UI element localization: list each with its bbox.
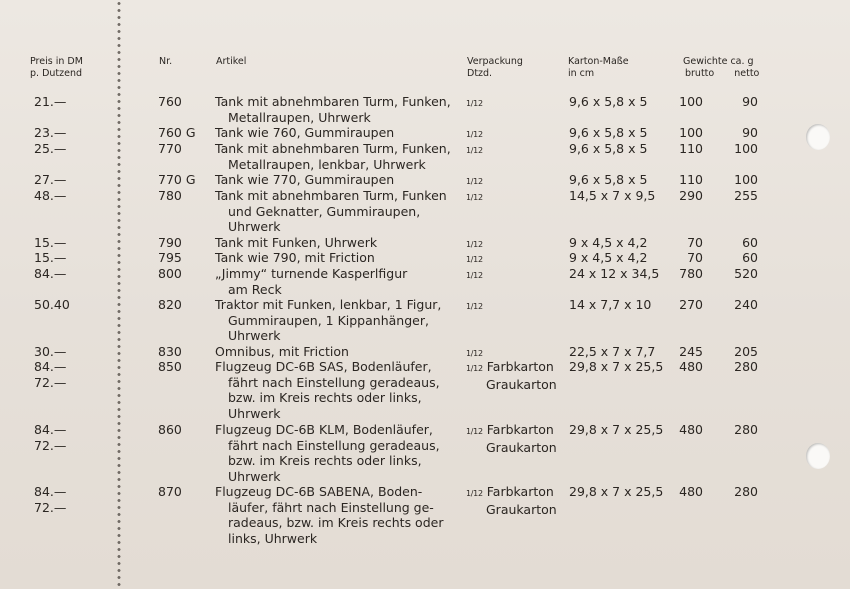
packaging-fraction: 1/12 (466, 193, 483, 202)
price-cell (34, 172, 66, 188)
article-number: 770 G (158, 172, 196, 187)
article-line: Flugzeug DC-6B SABENA, Boden- (215, 484, 423, 499)
price-value: 21.— (34, 94, 67, 109)
carton-dimensions: 29,8 x 7 x 25,5 (569, 422, 664, 437)
price-cell (34, 235, 66, 251)
weight-netto: 60 (742, 250, 758, 265)
carton-dimensions: 14,5 x 7 x 9,5 (569, 188, 656, 203)
article-number: 795 (158, 250, 182, 265)
price-cell (34, 422, 66, 453)
article-line: Tank mit abnehmbaren Turm, Funken, (215, 141, 451, 156)
price-cell (34, 141, 66, 157)
weight-brutto: 480 (679, 484, 703, 499)
article-line: läufer, fährt nach Einstellung ge- (228, 499, 434, 515)
header-netto: netto (734, 68, 760, 79)
carton-dimensions: 24 x 12 x 34,5 (569, 266, 660, 281)
price-value: 50.40 (34, 297, 70, 312)
header-verpackung (467, 56, 523, 80)
packaging-fraction: 1/12 (466, 240, 483, 249)
packaging-fraction: 1/12 (466, 146, 483, 155)
packaging-type: Graukarton (486, 376, 557, 392)
weight-netto: 90 (742, 125, 758, 140)
weight-brutto: 110 (679, 141, 703, 156)
article-line: am Reck (228, 281, 282, 297)
weight-netto: 520 (734, 266, 758, 281)
packaging-fraction: 1/12 (466, 99, 483, 108)
article-line: Uhrwerk (228, 328, 281, 344)
weight-netto: 280 (734, 484, 758, 499)
price-cell (34, 484, 66, 515)
header-price-line2: p. Dutzend (30, 68, 83, 79)
price-value: 15.— (34, 250, 67, 265)
carton-dimensions: 29,8 x 7 x 25,5 (569, 359, 664, 374)
article-description (215, 266, 407, 297)
weight-brutto: 480 (679, 359, 703, 374)
article-description (215, 94, 451, 125)
packaging-cell (466, 266, 483, 284)
header-verpackung-line2: Dtzd. (467, 68, 493, 79)
packaging-type: Farbkarton (486, 359, 554, 374)
packaging-line (466, 359, 557, 377)
article-description (215, 125, 394, 141)
article-number: 790 (158, 235, 182, 250)
article-number: 850 (158, 359, 182, 374)
price-value: 23.— (34, 125, 67, 140)
price-value: 72.— (34, 374, 67, 390)
weight-netto: 90 (742, 94, 758, 109)
packaging-cell (466, 422, 557, 455)
article-line: Tank wie 760, Gummiraupen (215, 125, 395, 140)
packaging-type: Graukarton (486, 501, 557, 517)
packaging-fraction: 1/12 (466, 255, 483, 264)
packaging-line (466, 188, 483, 206)
packaging-line (466, 141, 483, 159)
packaging-type: Farbkarton (486, 484, 554, 499)
weight-brutto: 480 (679, 422, 703, 437)
article-number: 770 (158, 141, 182, 156)
packaging-type: Farbkarton (486, 422, 554, 437)
packaging-line (466, 94, 483, 112)
weight-brutto: 290 (679, 188, 703, 203)
article-description (215, 141, 451, 172)
packaging-cell (466, 94, 483, 112)
packaging-fraction: 1/12 (466, 364, 483, 373)
header-price-line1: Preis in DM (30, 56, 83, 67)
packaging-cell (466, 484, 557, 517)
weight-netto: 240 (734, 297, 758, 312)
article-line: bzw. im Kreis rechts oder links, (228, 453, 422, 469)
article-line: „Jimmy“ turnende Kasperlfigur (215, 266, 408, 281)
header-nr (159, 56, 172, 68)
article-line: Flugzeug DC-6B SAS, Bodenläufer, (215, 359, 432, 374)
packaging-fraction: 1/12 (466, 130, 483, 139)
packaging-cell (466, 359, 557, 392)
weight-brutto: 245 (679, 344, 703, 359)
header-price (30, 56, 83, 80)
article-line: Tank mit abnehmbaren Turm, Funken (215, 188, 447, 203)
article-description (215, 188, 447, 235)
perforation-line (117, 0, 121, 589)
packaging-line (466, 250, 483, 268)
packaging-line (466, 125, 483, 143)
article-line: Metallraupen, lenkbar, Uhrwerk (228, 156, 426, 172)
weight-brutto: 100 (679, 125, 703, 140)
weight-netto: 255 (734, 188, 758, 203)
carton-dimensions: 9,6 x 5,8 x 5 (569, 125, 648, 140)
packaging-cell (466, 141, 483, 159)
price-value: 72.— (34, 437, 67, 453)
weight-netto: 280 (734, 359, 758, 374)
header-artikel (216, 56, 246, 68)
packaging-cell (466, 188, 483, 206)
packaging-fraction: 1/12 (466, 177, 483, 186)
article-line: radeaus, bzw. im Kreis rechts oder (228, 515, 444, 531)
article-number: 760 (158, 94, 182, 109)
article-description (215, 250, 375, 266)
packaging-cell (466, 172, 483, 190)
weight-netto: 60 (742, 235, 758, 250)
price-value: 25.— (34, 141, 67, 156)
carton-dimensions: 29,8 x 7 x 25,5 (569, 484, 664, 499)
header-gewichte-line1: Gewichte ca. g (683, 56, 754, 67)
article-line: Tank mit Funken, Uhrwerk (215, 235, 378, 250)
article-line: Uhrwerk (228, 405, 281, 421)
weight-netto: 205 (734, 344, 758, 359)
packaging-fraction: 1/12 (466, 349, 483, 358)
article-description (215, 359, 440, 421)
price-value: 84.— (34, 266, 67, 281)
header-karton-line2: in cm (568, 68, 595, 79)
article-line: Tank wie 770, Gummiraupen (215, 172, 395, 187)
price-cell (34, 359, 66, 390)
packaging-line (466, 297, 483, 315)
packaging-line (466, 172, 483, 190)
article-line: Tank mit abnehmbaren Turm, Funken, (215, 94, 451, 109)
article-number: 760 G (158, 125, 196, 140)
price-value: 27.— (34, 172, 67, 187)
weight-brutto: 70 (687, 235, 703, 250)
header-verpackung-line1: Verpackung (467, 56, 523, 67)
article-description (215, 344, 349, 360)
packaging-cell (466, 125, 483, 143)
weight-netto: 280 (734, 422, 758, 437)
weight-brutto: 110 (679, 172, 703, 187)
price-value: 72.— (34, 499, 67, 515)
article-line: fährt nach Einstellung geradeaus, (228, 437, 440, 453)
article-line: links, Uhrwerk (228, 530, 318, 546)
article-description (215, 235, 377, 251)
packaging-type: Graukarton (486, 439, 557, 455)
price-value: 30.— (34, 344, 67, 359)
price-cell (34, 266, 66, 282)
binder-hole-lower (806, 443, 830, 469)
price-value: 48.— (34, 188, 67, 203)
article-line: fährt nach Einstellung geradeaus, (228, 374, 440, 390)
weight-netto: 100 (734, 141, 758, 156)
packaging-fraction: 1/12 (466, 271, 483, 280)
article-number: 830 (158, 344, 182, 359)
article-number: 860 (158, 422, 182, 437)
price-value: 84.— (34, 422, 67, 437)
price-cell (34, 297, 70, 313)
article-line: Tank wie 790, mit Friction (215, 250, 375, 265)
weight-netto: 100 (734, 172, 758, 187)
header-gewichte-line2 (683, 68, 759, 80)
header-nr-label: Nr. (159, 56, 173, 67)
weight-brutto: 70 (687, 250, 703, 265)
packaging-line (466, 484, 557, 502)
article-line: Uhrwerk (228, 219, 281, 235)
price-cell (34, 250, 66, 266)
article-description (215, 297, 441, 344)
packaging-fraction: 1/12 (466, 427, 483, 436)
binder-hole-upper (806, 124, 830, 150)
article-line: Uhrwerk (228, 468, 281, 484)
weight-brutto: 100 (679, 94, 703, 109)
article-number: 820 (158, 297, 182, 312)
weight-brutto: 780 (679, 266, 703, 281)
carton-dimensions: 22,5 x 7 x 7,7 (569, 344, 656, 359)
article-description (215, 484, 443, 546)
article-line: Metallraupen, Uhrwerk (228, 109, 371, 125)
article-line: bzw. im Kreis rechts oder links, (228, 390, 422, 406)
article-line: und Geknatter, Gummiraupen, (228, 203, 421, 219)
price-cell (34, 94, 66, 110)
header-gewichte (683, 56, 759, 80)
header-artikel-label: Artikel (216, 56, 247, 67)
header-karton-line1: Karton-Maße (568, 56, 629, 67)
carton-dimensions: 9,6 x 5,8 x 5 (569, 141, 648, 156)
packaging-cell (466, 250, 483, 268)
price-cell (34, 188, 66, 204)
article-number: 800 (158, 266, 182, 281)
price-value: 84.— (34, 484, 67, 499)
packaging-line (466, 422, 557, 440)
article-line: Omnibus, mit Friction (215, 344, 349, 359)
carton-dimensions: 9 x 4,5 x 4,2 (569, 250, 648, 265)
price-cell (34, 344, 66, 360)
article-description (215, 172, 394, 188)
article-line: Gummiraupen, 1 Kippanhänger, (228, 312, 429, 328)
packaging-fraction: 1/12 (466, 302, 483, 311)
packaging-fraction: 1/12 (466, 489, 483, 498)
header-karton (568, 56, 629, 80)
carton-dimensions: 9,6 x 5,8 x 5 (569, 172, 648, 187)
price-cell (34, 125, 66, 141)
weight-brutto: 270 (679, 297, 703, 312)
article-number: 870 (158, 484, 182, 499)
carton-dimensions: 9 x 4,5 x 4,2 (569, 235, 648, 250)
article-number: 780 (158, 188, 182, 203)
packaging-line (466, 266, 483, 284)
header-brutto: brutto (685, 68, 715, 79)
article-line: Traktor mit Funken, lenkbar, 1 Figur, (215, 297, 442, 312)
carton-dimensions: 14 x 7,7 x 10 (569, 297, 652, 312)
article-line: Flugzeug DC-6B KLM, Bodenläufer, (215, 422, 433, 437)
packaging-cell (466, 297, 483, 315)
price-value: 84.— (34, 359, 67, 374)
article-description (215, 422, 440, 484)
carton-dimensions: 9,6 x 5,8 x 5 (569, 94, 648, 109)
price-value: 15.— (34, 235, 67, 250)
